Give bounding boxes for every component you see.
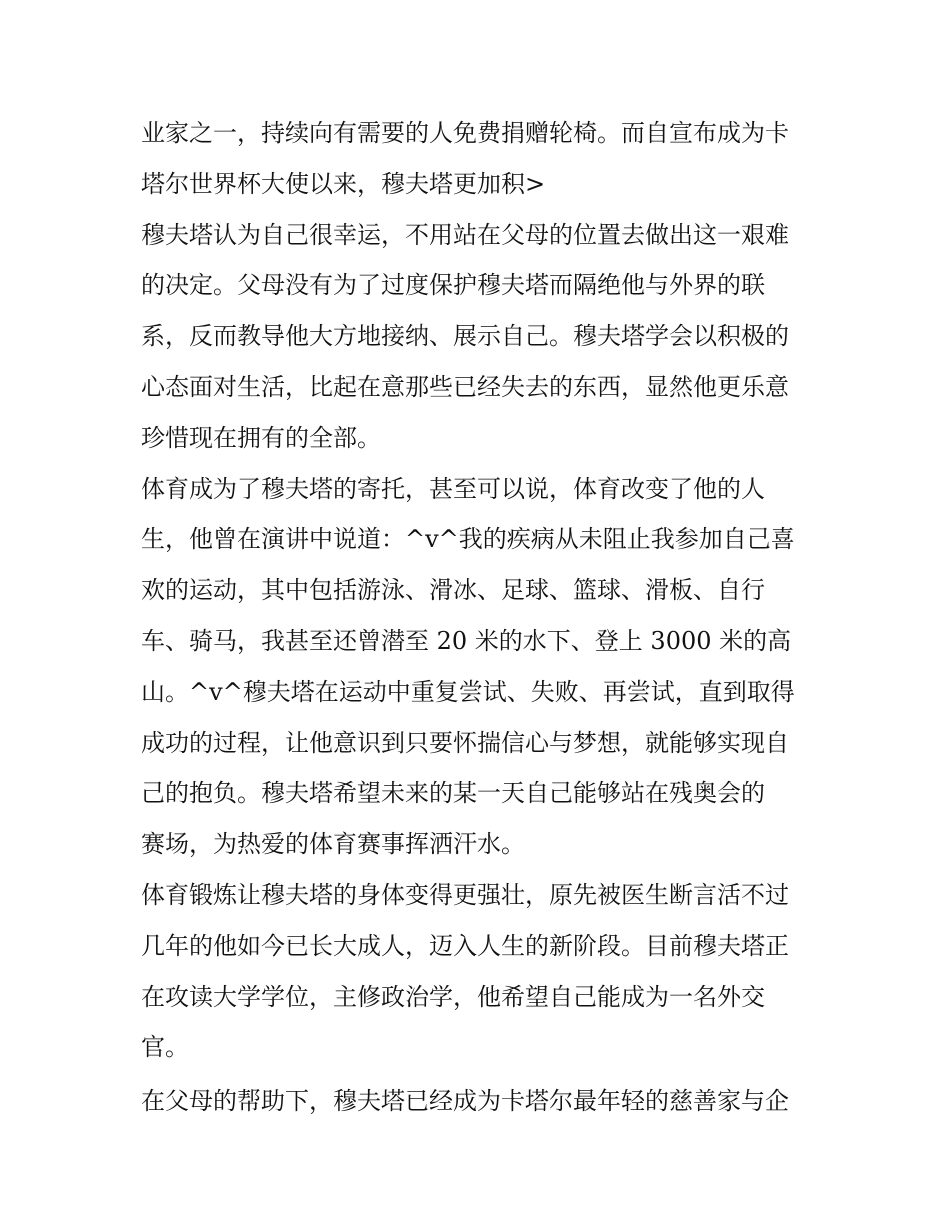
text-line: 体育锻炼让穆夫塔的身体变得更强壮，原先被医生断言活不过 — [141, 880, 789, 909]
text-line: 的决定。父母没有为了过度保护穆夫塔而隔绝他与外界的联 — [141, 271, 765, 300]
text-line: 成功的过程，让他意识到只要怀揣信心与梦想，就能够实现自 — [141, 728, 789, 757]
text-line: 业家之一，持续向有需要的人免费捐赠轮椅。而自宣布成为卡 — [141, 119, 789, 147]
text-line: 系，反而教导他大方地接纳、展示自己。穆夫塔学会以积极的 — [141, 322, 789, 351]
text-line: 珍惜现在拥有的全部。 — [141, 423, 381, 452]
text-line: 车、骑马，我甚至还曾潜至 20 米的水下、登上 3000 米的高 — [141, 626, 792, 655]
text-line: 山。^v^穆夫塔在运动中重复尝试、失败、再尝试，直到取得 — [141, 677, 795, 706]
text-line: 欢的运动，其中包括游泳、滑冰、足球、篮球、滑板、自行 — [141, 576, 765, 605]
paragraph — [141, 210, 813, 464]
text-line: 生，他曾在演讲中说道：^v^我的疾病从未阻止我参加自己喜 — [141, 525, 795, 554]
text-line: 心态面对生活，比起在意那些已经失去的东西，显然他更乐意 — [141, 372, 789, 401]
text-line: 穆夫塔认为自己很幸运，不用站在父母的位置去做出这一艰难 — [141, 220, 789, 249]
paragraph — [141, 870, 813, 1073]
document-body — [141, 108, 813, 1127]
text-line: 官。 — [141, 1033, 189, 1062]
text-line: 几年的他如今已长大成人，迈入人生的新阶段。目前穆夫塔正 — [141, 931, 789, 960]
text-line: 在父母的帮助下，穆夫塔已经成为卡塔尔最年轻的慈善家与企 — [141, 1087, 789, 1116]
text-line: 赛场，为热爱的体育赛事挥洒汗水。 — [141, 830, 525, 859]
paragraph — [141, 108, 813, 210]
paragraph — [141, 1076, 813, 1127]
text-line: 在攻读大学学位，主修政治学，他希望自己能成为一名外交 — [141, 982, 765, 1011]
paragraph — [141, 464, 813, 870]
text-line: 塔尔世界杯大使以来，穆夫塔更加积> — [141, 169, 546, 198]
text-line: 己的抱负。穆夫塔希望未来的某一天自己能够站在残奥会的 — [141, 779, 765, 808]
text-line: 体育成为了穆夫塔的寄托，甚至可以说，体育改变了他的人 — [141, 474, 765, 503]
